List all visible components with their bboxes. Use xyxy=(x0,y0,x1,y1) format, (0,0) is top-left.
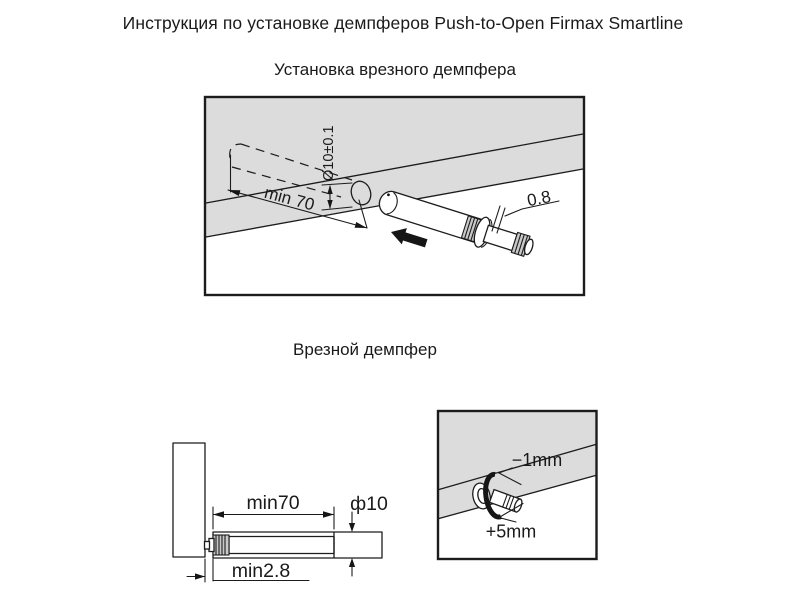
flange-thickness-label: 0.8 xyxy=(525,187,553,211)
adjustment-diagram xyxy=(435,408,601,562)
hole-diameter-label: Ø10±0.1 xyxy=(321,125,337,181)
dimension-tip-protrusion xyxy=(187,559,309,582)
page-title: Инструкция по установке демпферов Push-to-Open Firmax Smartline xyxy=(122,13,684,33)
hole-depth-label: min70 xyxy=(246,492,300,514)
damper-side-view xyxy=(205,535,335,555)
drilling-depth-label: min 70 xyxy=(262,182,317,215)
installation-diagram xyxy=(202,94,588,299)
tip-protrusion-label: min2.8 xyxy=(231,560,291,582)
subtitle: Установка врезного демпфера xyxy=(274,60,516,79)
adjust-in-label: −1mm xyxy=(511,450,563,470)
insert-arrow-icon xyxy=(388,224,428,251)
section-label: Врезной демпфер xyxy=(293,340,437,359)
side-section-diagram xyxy=(160,428,425,600)
front-panel xyxy=(173,443,205,557)
dimension-hole-depth xyxy=(213,492,334,529)
adjust-out-label: +5mm xyxy=(485,521,537,542)
damper xyxy=(375,185,537,263)
channel-diameter-label: ф10 xyxy=(350,493,388,515)
dimension-flange-thickness xyxy=(492,187,559,233)
